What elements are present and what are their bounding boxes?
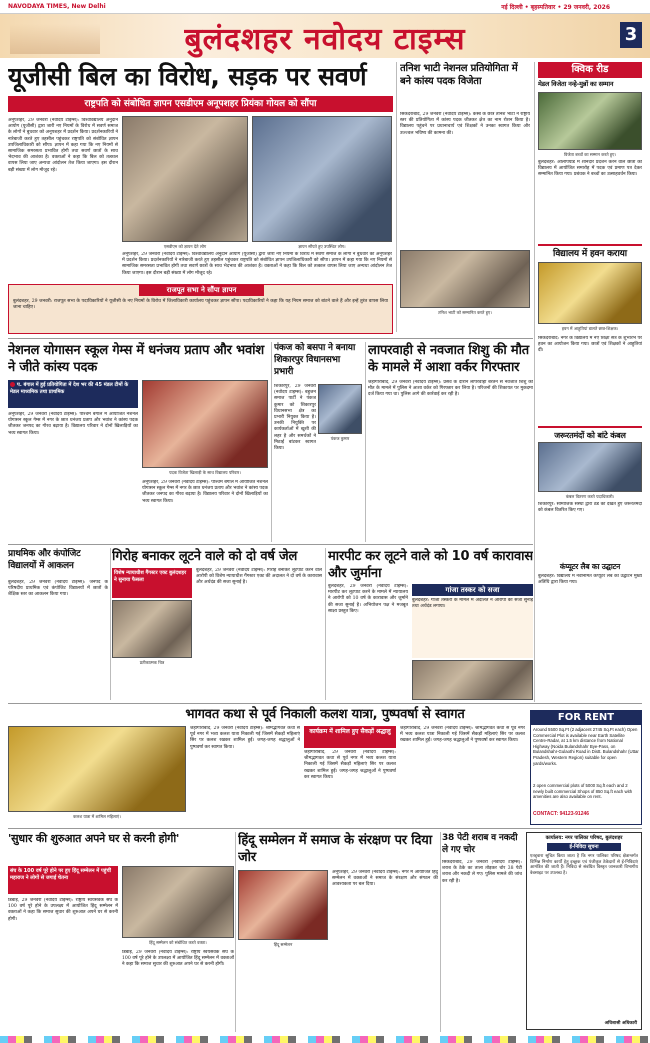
hindu-photo <box>238 870 328 940</box>
bhagwat-headline: भागवत कथा से पूर्व निकाली कलश यात्रा, पुष्पवर्षा से स्वागत <box>185 707 465 722</box>
bhagwat-text-col3: जहांगीराबाद, 29 जनवरी (नवोदय टाइम्स): श्रीमद्भागवत कथा से पूर्व नगर में भव्य कलश यात्रा निकाली गई जिसमें सैकड़ों महिलाएं सिर पर कलश रखकर शामिल हुईं। जगह-जगह श्रद्धालुओं ने पुष्पवर्षा कर स्वागत किया। <box>400 726 525 744</box>
marpeet-headline: मारपीट कर लूटने वाले को 10 वर्ष कारावास और जुर्माना <box>328 549 533 581</box>
sharab-headline: 38 पेटी शराब व नकदी ले गए चोर <box>442 833 518 855</box>
column-rule <box>440 832 441 1032</box>
notice-subtitle: ई-निविदा सूचना <box>547 843 621 851</box>
vidyalaya-photo <box>538 262 642 324</box>
vidyalaya-caption: हवन में आहुतियां डालते छात्र-शिक्षक। <box>561 326 619 331</box>
quickread-text: बुलंदशहर: ओलंपियाड में शानदार प्रदर्शन करने वाले छात्रों को विद्यालय में आयोजित समारोह में पदक एवं प्रमाण पत्र देकर सम्मानित किया गया। प्रबंधक ने बच्चों का उत्साहवर्धन किया। <box>538 160 642 178</box>
divider-4 <box>8 828 642 829</box>
giroh-photo <box>112 600 192 658</box>
giroh-points <box>112 568 192 598</box>
sharab-text: सिकंदराबाद, 29 जनवरी (नवोदय टाइम्स): शराब के ठेके का ताला तोड़कर चोर 38 पेटी शराब और नकदी ले गए। पुलिस मामले की जांच कर रही है। <box>442 860 522 884</box>
giroh-caption: प्रतीकात्मक चित्र <box>139 660 165 665</box>
bullet-icon <box>10 382 15 387</box>
ganja-photo <box>412 660 533 700</box>
rajput-box <box>8 284 393 334</box>
rajput-banner: राजपूत सभा ने सौंपा ज्ञापन <box>139 284 264 296</box>
lead-photo-2 <box>252 116 392 242</box>
computer-text: बुलंदशहर: विद्यालय में नवनिर्मित कंप्यूटर लैब का उद्घाटन मुख्य अतिथि द्वारा किया गया। <box>538 574 642 586</box>
notice-box <box>526 832 642 1030</box>
lead-photo-1 <box>122 116 248 242</box>
pankaj-caption: पंकज कुमार <box>330 436 350 441</box>
masthead <box>0 14 650 58</box>
giroh-point-0: विशेष न्यायाधीश गैंगस्टर एक्ट बुलंदशहर ने सुनाया फैसला <box>114 570 187 583</box>
jaruratmand-caption: कंबल वितरण करते पदाधिकारी। <box>565 494 615 499</box>
ganja-banner: गांजा तस्कर को सजा <box>412 584 533 596</box>
column-rule <box>325 548 326 700</box>
lapar-headline: लापरवाही से नवजात शिशु की मौत के मामले में आशा वर्कर गिरफ्तार <box>368 343 529 375</box>
yoga-text: अनूपशहर, 29 जनवरी (नवोदय टाइम्स): पश्चिम बंगाल में आयोजित नेशनल योगासन स्कूल गेम्स में नगर के छात्र धनंजय प्रताप और भवांश ने कांस्य पदक जीतकर जनपद का गौरव बढ़ाया है। विद्यालय परिवार ने दोनों खिलाड़ियों का भव्य स्वागत किया। <box>8 412 138 436</box>
date-label: नई दिल्ली • बृहस्पतिवार • 29 जनवरी, 2026 <box>501 4 610 11</box>
bhagwat-photo <box>8 726 186 812</box>
hindu-text: अनूपशहर, 29 जनवरी (नवोदय टाइम्स): नगर में आयोजित हिंदू सम्मेलन में वक्ताओं ने समाज के संरक्षण और संगठन की आवश्यकता पर बल दिया। <box>332 870 438 888</box>
sudhar-headline: 'सुधार की शुरुआत अपने घर से करनी होगी' <box>8 832 180 845</box>
bhagwat-text: जहांगीराबाद, 29 जनवरी (नवोदय टाइम्स): श्रीमद्भागवत कथा से पूर्व नगर में भव्य कलश यात्रा निकाली गई जिसमें सैकड़ों महिलाएं सिर पर कलश रखकर शामिल हुईं। जगह-जगह श्रद्धालुओं ने पुष्पवर्षा कर स्वागत किया। <box>190 726 300 750</box>
column-rule <box>271 342 272 542</box>
column-rule <box>396 62 397 332</box>
pankaj-photo <box>318 384 362 434</box>
top-strip <box>0 0 650 14</box>
tanish-caption: तनिश भाटी को सम्मानित करते हुए। <box>438 310 492 315</box>
hindu-image-label: हिंदू सम्मेलन <box>273 942 293 947</box>
column-rule <box>235 832 236 1032</box>
lead-caption-1: एसडीएम को ज्ञापन देते लोग <box>163 244 207 249</box>
jaruratmand-headline: जरूरतमंदों को बांटे कंबल <box>538 426 642 441</box>
bhagwat-sub: कार्यक्रम में शामिल हुए सैकड़ों श्रद्धालु <box>304 726 396 748</box>
prathmik-headline: प्राथमिक और कंपोजिट विद्यालयों में आकलन <box>8 549 81 571</box>
quickread-caption: विजेता बच्चों का सम्मान करते हुए। <box>563 152 617 157</box>
yoga-caption: पदक विजेता खिलाड़ी के साथ विद्यालय परिवार। <box>169 470 241 475</box>
sudhar-text-cont: डिबाई, 29 जनवरी (नवोदय टाइम्स): राष्ट्रीय स्वयंसेवक संघ के 100 वर्ष पूरे होने के उपलक्ष्य में आयोजित हिंदू सम्मेलन में वक्ताओं ने कहा कि समाज सुधार की शुरुआत अपने घर से करनी होगी। <box>122 950 234 968</box>
skyline-left <box>10 24 100 54</box>
forrent-box <box>530 710 642 825</box>
bhagwat-text-cont: जहांगीराबाद, 29 जनवरी (नवोदय टाइम्स): श्रीमद्भागवत कथा से पूर्व नगर में भव्य कलश यात्रा निकाली गई जिसमें सैकड़ों महिलाएं सिर पर कलश रखकर शामिल हुईं। जगह-जगह श्रद्धालुओं ने पुष्पवर्षा कर स्वागत किया। <box>304 750 396 780</box>
quickread-label: क्विक रीड <box>538 62 642 78</box>
lead-headline: यूजीसी बिल का विरोध, सड़क पर सवर्ण <box>8 62 367 91</box>
column-rule <box>110 548 111 700</box>
sudhar-points <box>8 866 118 894</box>
sudhar-point-0: संघ के 100 वर्ष पूरे होने पर हुए हिंदू सम्मेलन में पहुंचीं महाराज ने लोगों से जगाई चेतना <box>10 868 111 881</box>
lead-text-cont: अनूपशहर, 29 जनवरी (नवोदय टाइम्स): विश्वविद्यालय अनुदान आयोग (यूजीसी) द्वारा जारी नए नियमों के विरोध में सवर्ण समाज के लोगों ने बुधवार को अनूपशहर में प्रदर्शन किया। प्रदर्शनकारियों ने नारेबाजी करते हुए तहसील पहुंचकर राष्ट्रपति को संबोधित ज्ञापन उपजिलाधिकारी को सौंपा। ज्ञापन में कहा गया कि नए नियमों से सामाजिक समरसता प्रभावित होगी तथा सवर्ण छात्रों के साथ भेदभाव की आशंका है। वक्ताओं ने कहा कि बिल को तत्काल वापस लिया जाए अन्यथा आंदोलन तेज किया जाएगा। इस दौरान बड़ी संख्या में लोग मौजूद रहे। <box>122 252 392 276</box>
lapar-text: जहांगीराबाद, 29 जनवरी (नवोदय टाइम्स): प्रसव के दौरान लापरवाही बरतने से नवजात शिशु की मौत के मामले में पुलिस ने आशा वर्कर को गिरफ्तार कर लिया है। परिजनों की शिकायत पर मुकदमा दर्ज किया गया था। पुलिस आगे की कार्रवाई कर रही है। <box>368 380 533 398</box>
yoga-text-cont: अनूपशहर, 29 जनवरी (नवोदय टाइम्स): पश्चिम बंगाल में आयोजित नेशनल योगासन स्कूल गेम्स में नगर के छात्र धनंजय प्रताप और भवांश ने कांस्य पदक जीतकर जनपद का गौरव बढ़ाया है। विद्यालय परिवार ने दोनों खिलाड़ियों का भव्य स्वागत किया। <box>142 480 268 504</box>
forrent-title: FOR RENT <box>531 711 641 725</box>
divider-2 <box>8 544 533 545</box>
forrent-contact: CONTACT: 94123-91246 <box>533 811 590 817</box>
yoga-point-0: प. बंगाल में हुई प्रतियोगिता में देश भर की 45 मंडल टीमों के मेडल माध्यमिक तथा प्राथमिक <box>10 382 129 395</box>
giroh-text: बुलंदशहर, 29 जनवरी (नवोदय टाइम्स): गिरोह बनाकर लूटपाट करने वाले आरोपी को विशेष न्यायाधीश गैंगस्टर एक्ट की अदालत ने दो वर्ष के कारावास और अर्थदंड की सजा सुनाई है। <box>196 568 322 586</box>
lead-text: अनूपशहर, 29 जनवरी (नवोदय टाइम्स): विश्वविद्यालय अनुदान आयोग (यूजीसी) द्वारा जारी नए नियमों के विरोध में सवर्ण समाज के लोगों ने बुधवार को अनूपशहर में प्रदर्शन किया। प्रदर्शनकारियों ने नारेबाजी करते हुए तहसील पहुंचकर राष्ट्रपति को संबोधित ज्ञापन उपजिलाधिकारी को सौंपा। ज्ञापन में कहा गया कि नए नियमों से सामाजिक समरसता प्रभावित होगी तथा सवर्ण छात्रों के साथ भेदभाव की आशंका है। वक्ताओं ने कहा कि बिल को तत्काल वापस लिया जाए अन्यथा आंदोलन तेज किया जाएगा। इस दौरान बड़ी संख्या में लोग मौजूद रहे। <box>8 118 118 173</box>
quickread-photo <box>538 92 642 150</box>
registration-marks <box>0 1036 650 1043</box>
jaruratmand-text: शिकारपुर: सामाजिक संस्था द्वारा ठंड को देखते हुए जरूरतमंदों को कंबल वितरित किए गए। <box>538 502 642 514</box>
column-rule <box>534 62 535 702</box>
masthead-title: बुलंदशहर नवोदय टाइम्स <box>184 22 466 57</box>
divider-1 <box>8 338 533 339</box>
marpeet-text: बुलंदशहर, 29 जनवरी (नवोदय टाइम्स): मारपीट कर लूटपाट करने के मामले में न्यायालय ने आरोपी को 10 वर्ष के कारावास और जुर्माने की सजा सुनाई है। अभियोजन पक्ष ने मजबूत साक्ष्य प्रस्तुत किए। <box>328 584 408 614</box>
lead-caption-2: ज्ञापन सौंपते हुए उपस्थित लोग। <box>298 244 346 249</box>
vidyalaya-text: सिकंदराबाद: नगर के विद्यालय में नए शिक्षा सत्र के शुभारंभ पर हवन का आयोजन किया गया। छात्रों एवं शिक्षकों ने आहुतियां दीं। <box>538 336 642 354</box>
tanish-text: सिकंदराबाद, 29 जनवरी (नवोदय टाइम्स): कस्बे के छात्र तनिश भाटी ने राष्ट्रीय स्तर की प्रतियोगिता में कांस्य पदक जीतकर क्षेत्र का नाम रोशन किया है। विद्यालय पहुंचने पर प्रधानाचार्य एवं शिक्षकों ने उनका स्वागत किया और उज्ज्वल भविष्य की कामना की। <box>400 112 530 136</box>
edition-label: NAVODAYA TIMES, New Delhi <box>8 3 106 10</box>
page-number: 3 <box>620 22 642 48</box>
sudhar-caption: हिंदू सम्मेलन को संबोधित करते वक्ता। <box>149 940 207 945</box>
bhagwat-caption: कलश यात्रा में शामिल महिलाएं। <box>73 814 121 819</box>
notice-text: एतद्द्वारा सूचित किया जाता है कि नगर पालिका परिषद क्षेत्रान्तर्गत विभिन्न निर्माण कार्यों हेतु इच्छुक एवं पंजीकृत ठेकेदारों से ई-निविदाएं आमंत्रित की जाती हैं। निविदा से संबंधित विस्तृत जानकारी विभागीय वेबसाइट पर उपलब्ध है। <box>530 854 638 876</box>
notice-title: कार्यालय: नगर पालिका परिषद, बुलंदशहर <box>545 835 623 841</box>
notice-signoff: अधिशासी अधिकारी <box>604 1021 637 1026</box>
forrent-text2: 2 open commercial plots of 5000 Sq.ft each and 2 newly built commercial Shops of 850 Sq.ft each with amenities are also available on rent. <box>533 783 633 800</box>
yoga-headline: नेशनल योगासन स्कूल गेम्स में धनंजय प्रताप और भवांश ने जीते कांस्य पदक <box>8 343 264 375</box>
rajput-text: बुलंदशहर, 29 जनवरी: राजपूत सभा के पदाधिकारियों ने यूजीसी के नए नियमों के विरोध में जिलाधिकारी कार्यालय पहुंचकर ज्ञापन सौंपा। पदाधिकारियों ने कहा कि यह नियम समाज को बांटने वाले हैं और इन्हें तुरंत वापस लिया जाना चाहिए। <box>13 299 388 311</box>
divider-3 <box>8 703 642 704</box>
ganja-text: बुलंदशहर: गांजा तस्करी के मामले में अदालत ने आरोपी को सजा सुनाई तथा अर्थदंड लगाया। <box>412 598 533 658</box>
computer-headline: कंप्यूटर लैब का उद्घाटन <box>559 562 621 571</box>
giroh-headline: गिरोह बनाकर लूटने वाले को दो वर्ष जेल <box>112 549 298 564</box>
yoga-photo <box>142 380 268 468</box>
yoga-points <box>8 380 138 408</box>
column-rule <box>365 342 366 542</box>
tanish-headline: तनिश भाटी नेशनल प्रतियोगिता में बने कांस्य पदक विजेता <box>400 63 518 87</box>
pankaj-text: शिकारपुर, 29 जनवरी (नवोदय टाइम्स): बहुजन समाज पार्टी ने पंकज कुमार को शिकारपुर विधानसभा क्षेत्र का प्रभारी नियुक्त किया है। उनकी नियुक्ति पर कार्यकर्ताओं में खुशी की लहर है और समर्थकों ने मिठाई बांटकर स्वागत किया। <box>274 384 316 452</box>
hindu-headline: हिंदू सम्मेलन में समाज के संरक्षण पर दिया जोर <box>238 833 432 865</box>
vidyalaya-headline: विद्यालय में हवन कराया <box>538 244 642 260</box>
jaruratmand-photo <box>538 442 642 492</box>
sudhar-photo <box>122 866 234 938</box>
quickread-headline: मेडल विजेता नन्हे-मुन्नों का सम्मान <box>538 80 614 88</box>
prathmik-text: बुलंदशहर, 29 जनवरी (नवोदय टाइम्स): जनपद के परिषदीय प्राथमिक एवं कंपोजिट विद्यालयों में छात्रों के शैक्षिक स्तर का आकलन किया गया। <box>8 580 108 598</box>
pankaj-headline: पंकज को बसपा ने बनाया शिकारपुर विधानसभा प्रभारी <box>274 343 356 377</box>
sudhar-text: डिबाई, 29 जनवरी (नवोदय टाइम्स): राष्ट्रीय स्वयंसेवक संघ के 100 वर्ष पूरे होने के उपलक्ष्य में आयोजित हिंदू सम्मेलन में वक्ताओं ने कहा कि समाज सुधार की शुरुआत अपने घर से करनी होगी। <box>8 898 118 922</box>
lead-deck: राष्ट्रपति को संबोधित ज्ञापन एसडीएम अनूपशहर प्रियंका गोयल को सौंपा <box>8 96 393 112</box>
tanish-photo <box>400 250 530 308</box>
forrent-text: Around 5500 Sq.Ft (2 adjacent 2745 Sq.Ft each) Open Commercial Plot is available near Earth Satellite Centre-Radar, at 1.5 km distance from National Highway (Noida Bulandshahr Bye-Pass, on Bulandshahr-Gulaothi Road in Distt. Bulandshahr (Uttar Pradesh, Western Region) suitable for open yards/works. <box>533 727 639 766</box>
